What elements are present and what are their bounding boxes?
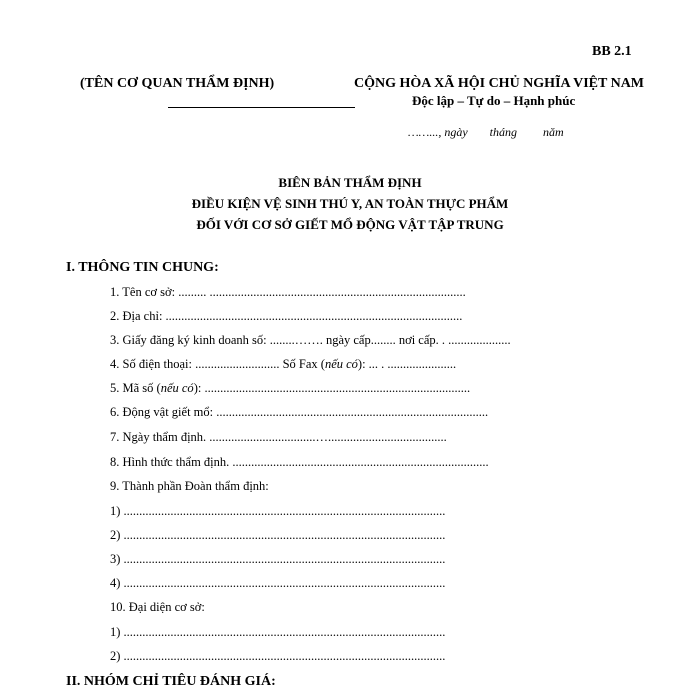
section-1-heading: I. THÔNG TIN CHUNG: <box>66 260 219 275</box>
date-line <box>408 125 564 140</box>
date-month-label: tháng <box>489 125 518 139</box>
agency-underline <box>168 107 355 108</box>
team-member-3: 3) ....................................................................................................... <box>110 552 446 566</box>
field-slaughtered-animals: 6. Động vật giết mổ: ....................................................................................... <box>110 405 489 419</box>
document-title-line1: BIÊN BẢN THẨM ĐỊNH <box>278 175 422 190</box>
date-place: ……..., ngày <box>408 125 468 139</box>
agency-name-placeholder: (TÊN CƠ QUAN THẨM ĐỊNH) <box>80 76 275 91</box>
field-business-license: 3. Giấy đăng ký kinh doanh số: ........……. ngày cấp........ nơi cấp. . .................... <box>110 333 511 347</box>
field-address: 2. Địa chỉ: ............................................................................................... <box>110 309 463 323</box>
field-facility-representative: 10. Đại diện cơ sở: <box>110 600 205 614</box>
field-code: 5. Mã số (nếu có): ..................................................................................... <box>110 381 471 395</box>
date-year-label: năm <box>543 125 564 139</box>
section-2-heading: II. NHÓM CHỈ TIÊU ĐÁNH GIÁ: <box>66 674 276 689</box>
field-appraisal-date: 7. Ngày thẩm định. ..................................…...................................... <box>110 430 447 444</box>
field-appraisal-team: 9. Thành phần Đoàn thẩm định: <box>110 479 269 493</box>
representative-2: 2) ....................................................................................................... <box>110 649 446 663</box>
document-title-line2: ĐIỀU KIỆN VỆ SINH THÚ Y, AN TOÀN THỰC PHẨM <box>191 196 509 211</box>
team-member-1: 1) ....................................................................................................... <box>110 504 446 518</box>
field-facility-name: 1. Tên cơ sở: ......... .................................................................................. <box>110 285 466 299</box>
field-appraisal-form: 8. Hình thức thẩm định. .................................................................................. <box>110 455 489 469</box>
national-title: CỘNG HÒA XÃ HỘI CHỦ NGHĨA VIỆT NAM <box>354 76 645 91</box>
national-motto: Độc lập – Tự do – Hạnh phúc <box>412 93 576 108</box>
representative-1: 1) ....................................................................................................... <box>110 625 446 639</box>
field-phone-fax: 4. Số điện thoại: ........................... Số Fax (nếu có): ... . ...................... <box>110 357 457 371</box>
team-member-2: 2) ....................................................................................................... <box>110 528 446 542</box>
document-title-line3: ĐỐI VỚI CƠ SỞ GIẾT MỔ ĐỘNG VẬT TẬP TRUNG <box>196 217 504 232</box>
form-code: BB 2.1 <box>592 44 632 59</box>
team-member-4: 4) ....................................................................................................... <box>110 576 446 590</box>
